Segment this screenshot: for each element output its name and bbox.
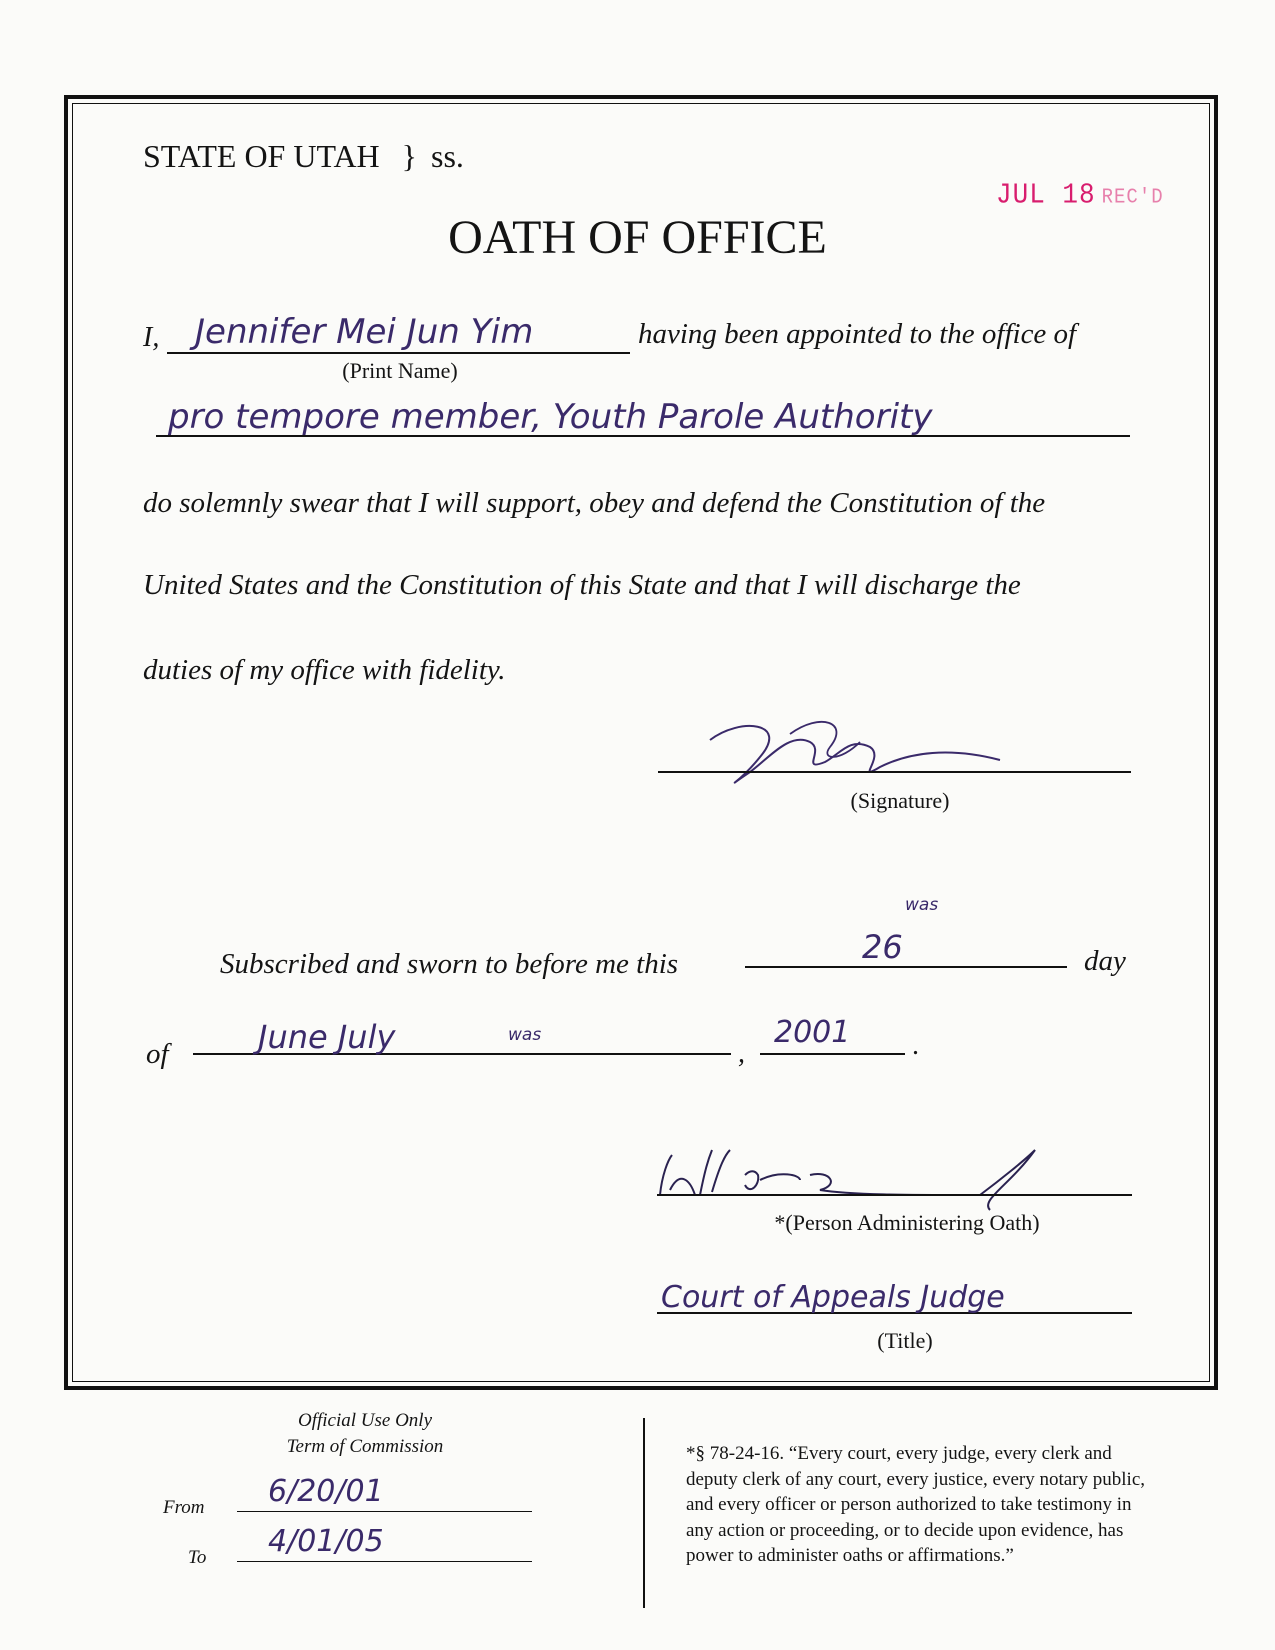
day-word: day — [1084, 945, 1126, 977]
administrator-signature — [650, 1140, 1050, 1215]
print-name-caption: (Print Name) — [342, 358, 458, 383]
state-header — [143, 138, 464, 175]
year-line — [760, 1053, 905, 1055]
ss-abbrev: ss. — [431, 138, 464, 174]
month-comma: , — [738, 1038, 745, 1069]
office-value: pro tempore member, Youth Parole Authority — [168, 397, 933, 437]
oath-line-2: United States and the Constitution of this State and that I will discharge the — [143, 569, 1021, 601]
month-correction-note: was — [508, 1025, 542, 1045]
to-line — [237, 1561, 532, 1562]
state-name: STATE OF UTAH — [143, 138, 380, 174]
stamp-date: JUL 18 — [996, 178, 1096, 212]
statute-line-1: *§ 78-24-16. “Every court, every judge, every clerk and — [686, 1443, 1112, 1464]
day-correction-note: was — [905, 895, 939, 915]
to-label: To — [188, 1547, 207, 1568]
statute-line-4: any action or proceeding, or to decide upon evidence, has — [686, 1519, 1124, 1541]
print-name-value: Jennifer Mei Jun Yim — [195, 312, 534, 352]
to-value: 4/01/05 — [268, 1524, 384, 1559]
name-line — [167, 352, 630, 354]
day-value: 26 — [862, 928, 903, 966]
statute-line-2: deputy clerk of any court, every justice, every notary public, — [686, 1468, 1145, 1490]
title-caption: (Title) — [877, 1328, 933, 1353]
year-period: . — [912, 1030, 919, 1061]
brace: } — [401, 138, 418, 174]
page-title: OATH OF OFFICE — [448, 211, 827, 264]
statute-line-5: power to administer oaths or affirmations.” — [686, 1545, 1014, 1566]
sworn-text: Subscribed and sworn to before me this — [220, 948, 679, 980]
oath-line-3: duties of my office with fidelity. — [143, 654, 506, 686]
from-value: 6/20/01 — [268, 1474, 384, 1509]
administrator-title-value: Court of Appeals Judge — [661, 1280, 1005, 1315]
day-line — [745, 966, 1067, 968]
section-divider — [643, 1418, 645, 1608]
oath-prefix: I, — [143, 322, 160, 353]
month-value: June July — [258, 1018, 396, 1056]
administrator-caption: *(Person Administering Oath) — [774, 1210, 1040, 1235]
received-stamp — [996, 179, 1164, 212]
statute-note — [686, 1441, 1145, 1569]
from-line — [237, 1511, 532, 1512]
signature-caption: (Signature) — [850, 788, 950, 813]
term-heading: Term of Commission — [286, 1436, 444, 1457]
administrator-line — [657, 1194, 1132, 1196]
statute-line-3: and every officer or person authorized to take testimony in — [686, 1494, 1132, 1515]
year-value: 2001 — [774, 1015, 851, 1050]
appointed-text: having been appointed to the office of — [638, 318, 1077, 350]
oath-line-1: do solemnly swear that I will support, obey and defend the Constitution of the — [143, 487, 1046, 519]
from-label: From — [163, 1497, 205, 1518]
stamp-suffix: REC'D — [1101, 185, 1164, 210]
signature-line — [658, 771, 1131, 773]
of-word: of — [146, 1038, 169, 1070]
official-use-heading: Official Use Only — [297, 1410, 433, 1431]
